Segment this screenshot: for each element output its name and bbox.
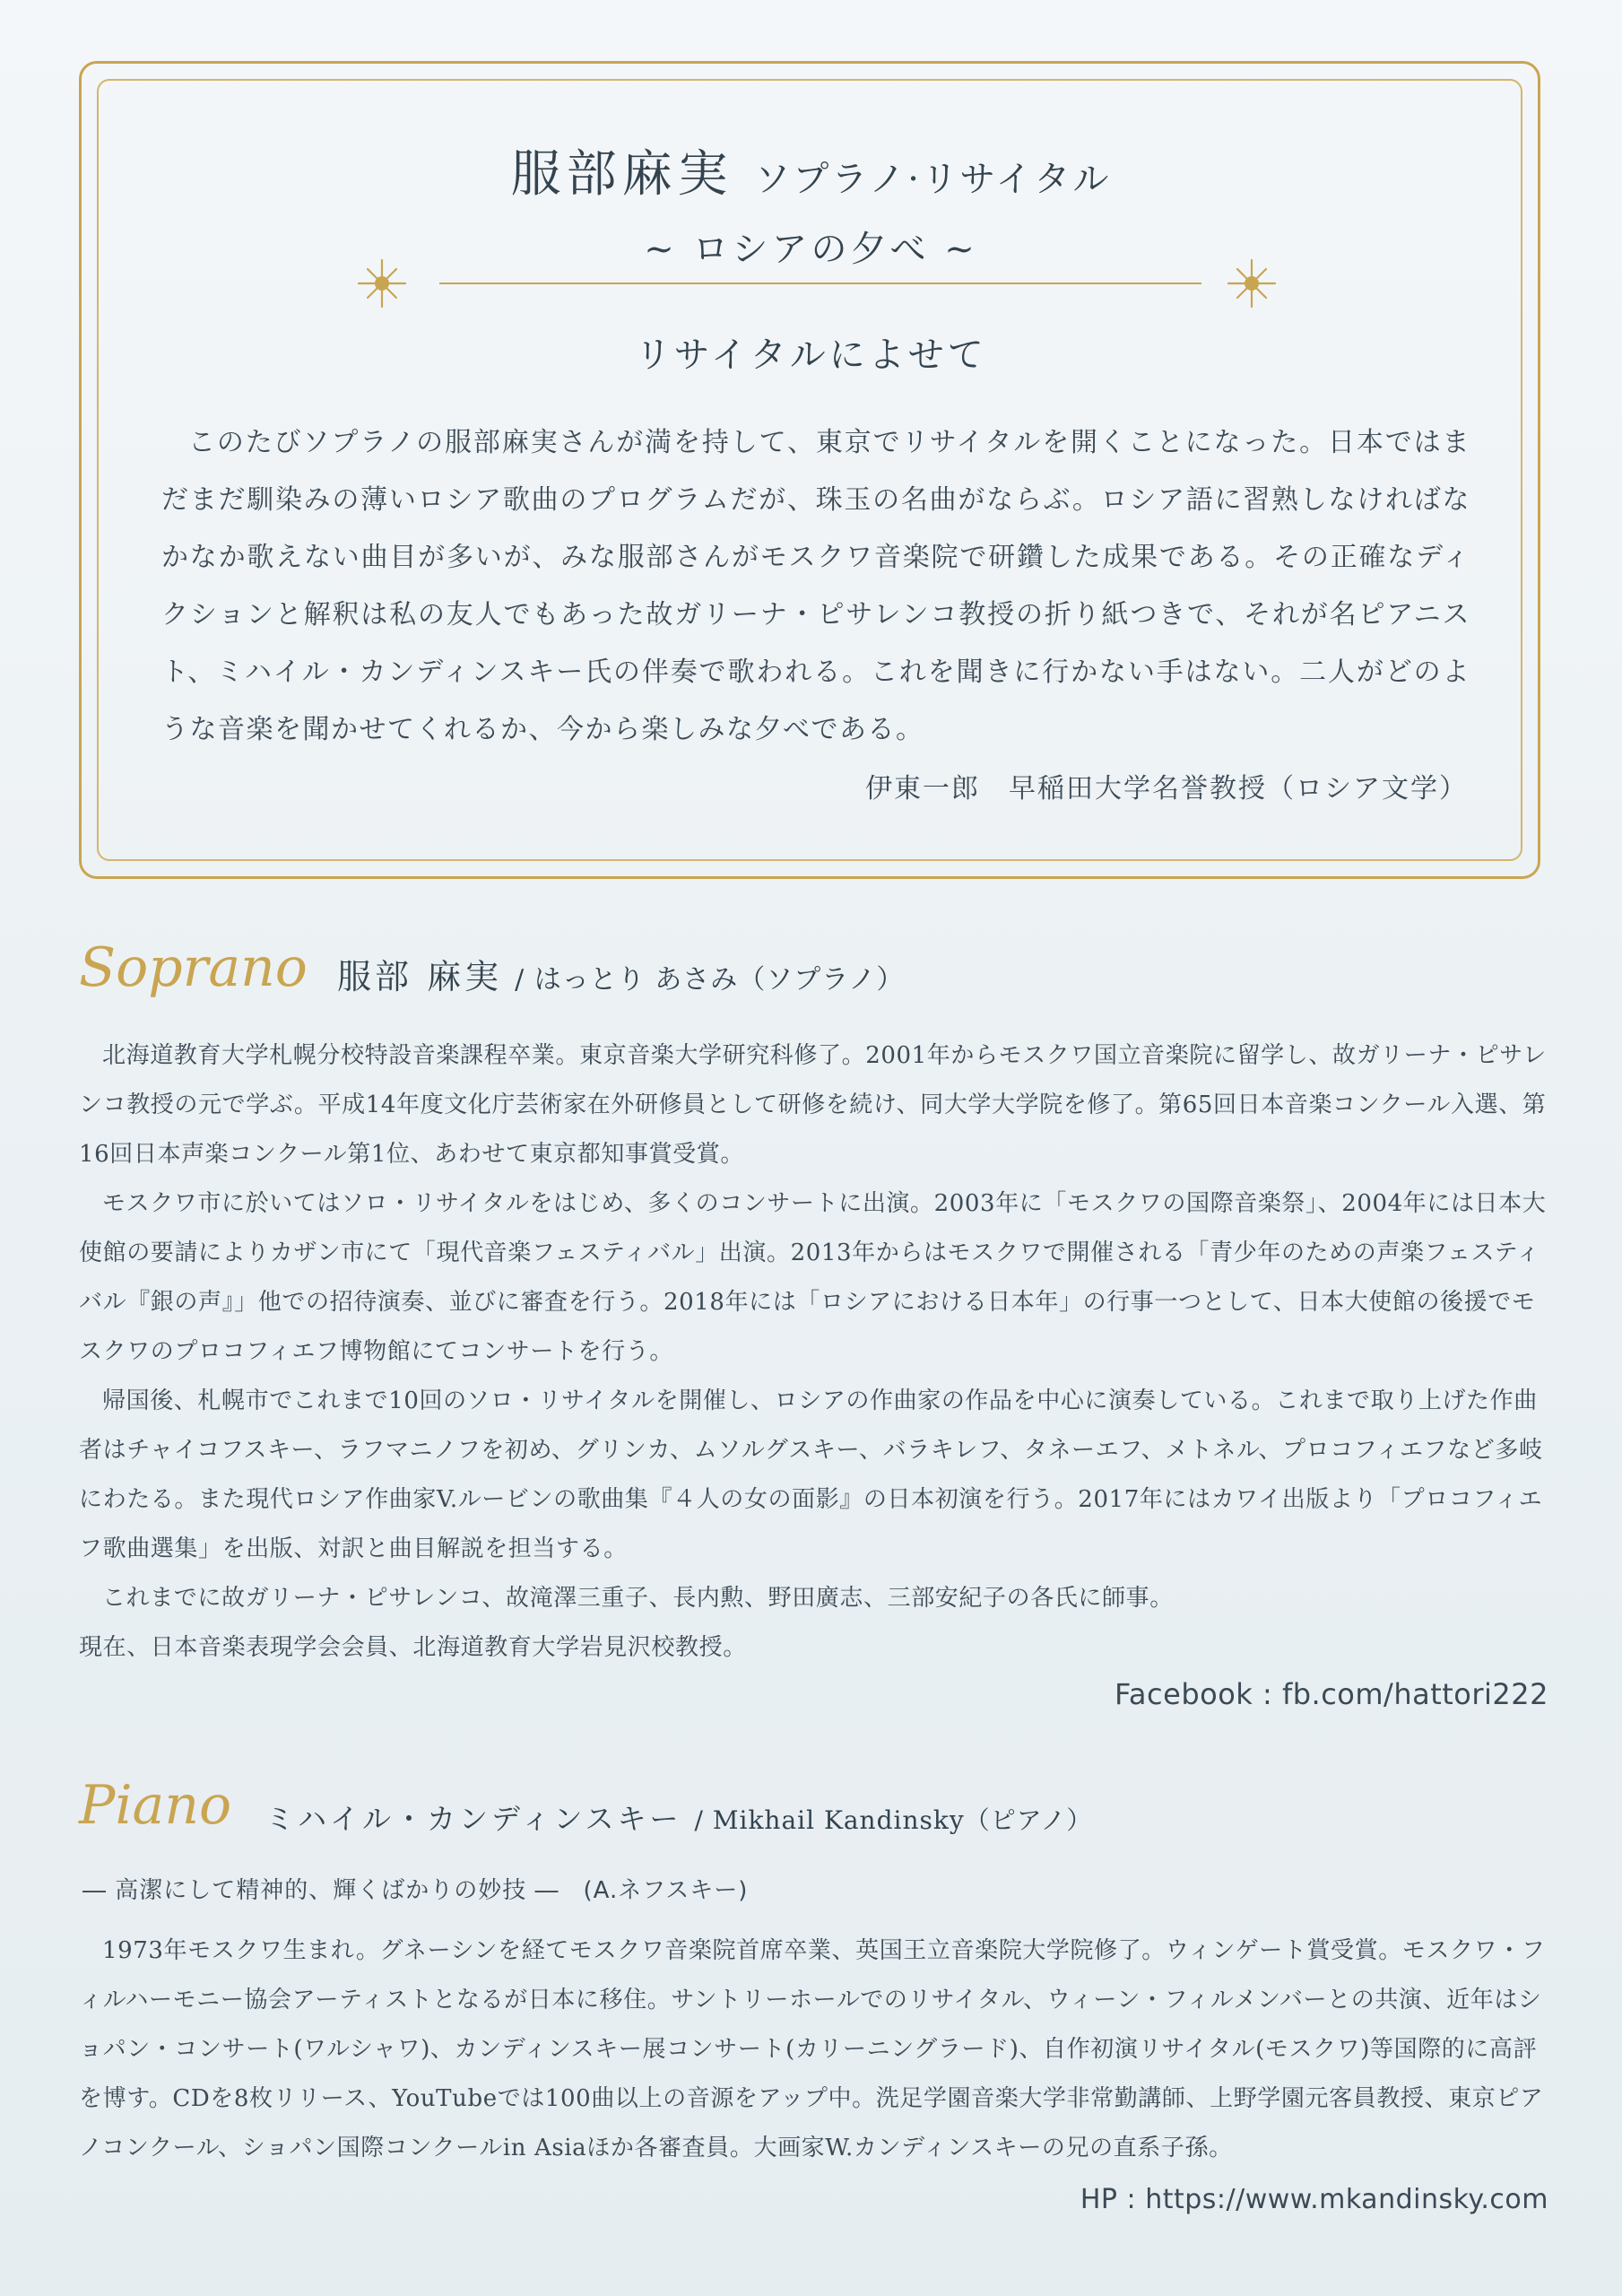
soprano-name: 服部 麻実 (337, 957, 503, 996)
soprano-name-line (337, 949, 904, 998)
facebook-link[interactable]: Facebook : fb.com/hattori222 (1114, 1677, 1548, 1711)
soprano-bio-paragraph: 帰国後、札幌市でこれまで10回のソロ・リサイタルを開催し、ロシアの作曲家の作品を中心に演奏している。これまで取り上げた作曲者はチャイコフスキー、ラフマニノフを初め、グリンカ、ムソルグスキー、バラキレフ、タネーエフ、メトネル、プロコフィエフなど多岐にわたる。また現代ロシア作曲家V.ルービンの歌曲集『４人の女の面影』の日本初演を行う。2017年にはカワイ出版より「プロコフィエフ歌曲選集」を出版、対訳と曲目解説を担当する。 (79, 1387, 1543, 1562)
soprano-bio (79, 1031, 1549, 1673)
title-divider (439, 283, 1201, 284)
section-heading: リサイタルによせて (635, 335, 987, 376)
recital-subtitle: ~ ロシアの夕べ ~ (644, 229, 978, 270)
sun-ornament-icon (355, 257, 409, 310)
piano-name: ミハイル・カンディンスキー (265, 1802, 682, 1836)
title-name: 服部麻実 (510, 145, 733, 204)
piano-bio-paragraph: 1973年モスクワ生まれ。グネーシンを経てモスクワ音楽院首席卒業、英国王立音楽院大学院修了。ウィンゲート賞受賞。モスクワ・フィルハーモニー協会アーティストとなるが日本に移住。サントリーホールでのリサイタル、ウィーン・フィルメンバーとの共演、近年はショパン・コンサート(ワルシャワ)、カンディンスキー展コンサート(カリーニングラード)、自作初演リサイタル(モスクワ)等国際的に高評を博す。CDを8枚リリース、YouTubeでは100曲以上の音源をアップ中。洗足学園音楽大学非常勤講師、上野学園元客員教授、東京ピアノコンクール、ショパン国際コンクールin Asiaほか各審査員。大画家W.カンディンスキーの兄の直系子孫。 (79, 1937, 1546, 2161)
piano-bio (79, 1926, 1549, 2173)
piano-tagline: ― 高潔にして精神的、輝くばかりの妙技 ― (A.ネフスキー) (82, 1877, 749, 1904)
intro-author: 伊東一郎 早稲田大学名誉教授（ロシア文学） (865, 773, 1468, 804)
intro-paragraph (161, 414, 1470, 759)
intro-text: このたびソプラノの服部麻実さんが満を持して、東京でリサイタルを開くことになった。日本ではまだまだ馴染みの薄いロシア歌曲のプログラムだが、珠玉の名曲がならぶ。ロシア語に習熟しなければなかなか歌えない曲目が多いが、みな服部さんがモスクワ音楽院で研鑽した成果である。その正確なディクションと解釈は私の友人でもあった故ガリーナ・ピサレンコ教授の折り紙つきで、それが名ピアニスト、ミハイル・カンディンスキー氏の伴奏で歌われる。これを聞きに行かない手はない。二人がどのような音楽を聞かせてくれるか、今から楽しみな夕べである。 (161, 427, 1470, 745)
soprano-bio-paragraph: 北海道教育大学札幌分校特設音楽課程卒業。東京音楽大学研究科修了。2001年からモスクワ国立音楽院に留学し、故ガリーナ・ピサレンコ教授の元で学ぶ。平成14年度文化庁芸術家在外研修員として研修を続け、同大学大学院を修了。第65回日本音楽コンクール入選、第16回日本声楽コンクール第1位、あわせて東京都知事賞受賞。 (79, 1042, 1547, 1168)
soprano-bio-paragraph: これまでに故ガリーナ・ピサレンコ、故滝澤三重子、長内勲、野田廣志、三部安紀子の各氏に師事。 (102, 1585, 1174, 1612)
sun-ornament-icon (1225, 257, 1279, 310)
title-rest: ソプラノ·リサイタル (754, 159, 1112, 200)
piano-reading: / Mikhail Kandinsky（ピアノ） (694, 1805, 1093, 1835)
homepage-link[interactable]: HP : https://www.mkandinsky.com (1080, 2184, 1548, 2215)
soprano-bio-paragraph: 現在、日本音楽表現学会会員、北海道教育大学岩見沢校教授。 (79, 1634, 747, 1661)
soprano-role-label: Soprano (79, 936, 308, 999)
piano-name-line (265, 1796, 1092, 1838)
piano-role-label: Piano (79, 1774, 232, 1837)
soprano-bio-paragraph: モスクワ市に於いてはソロ・リサイタルをはじめ、多くのコンサートに出演。2003年に「モスクワの国際音楽祭」、2004年には日本大使館の要請によりカザン市にて「現代音楽フェスティバル」出演。2013年からはモスクワで開催される「青少年のための声楽フェスティバル『銀の声』」他での招待演奏、並びに審査を行う。2018年には「ロシアにおける日本年」の行事一つとして、日本大使館の後援でモスクワのプロコフィエフ博物館にてコンサートを行う。 (79, 1190, 1547, 1365)
soprano-reading: / はっとり あさみ（ソプラノ） (515, 964, 905, 996)
recital-title (0, 135, 1622, 206)
